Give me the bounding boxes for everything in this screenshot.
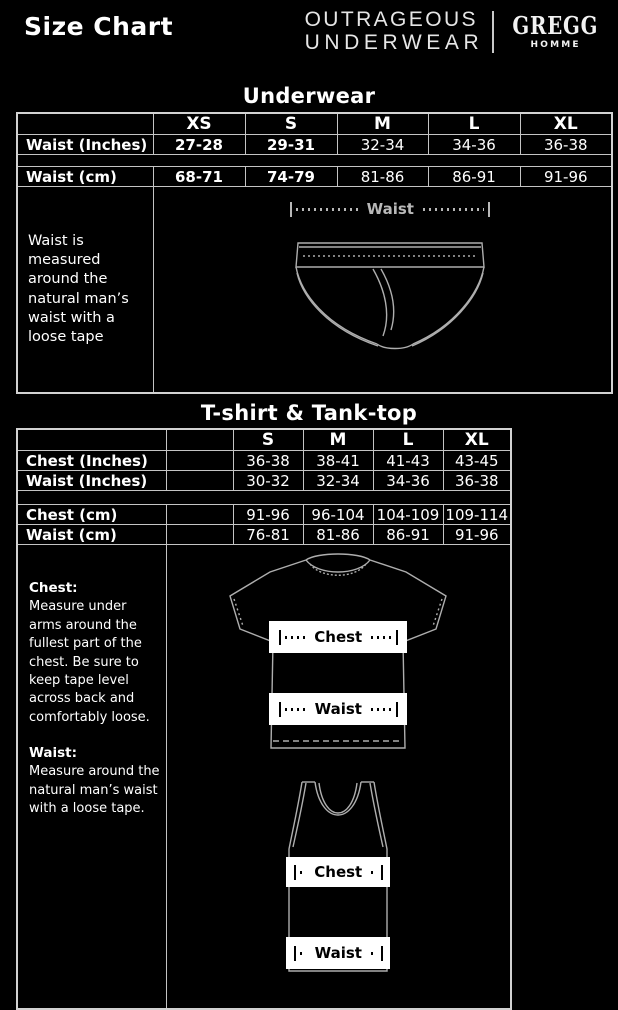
tanktop-diagram [286, 779, 390, 974]
table-row-waist-inches [17, 135, 612, 155]
brand-line-1: OUTRAGEOUS [304, 8, 478, 31]
measure-dots [296, 208, 357, 211]
table-row-waist-inches [17, 471, 511, 491]
figure-row [17, 545, 511, 1010]
row-label: Waist (Inches) [17, 135, 153, 155]
table-row-chest-cm [17, 505, 511, 525]
briefs-diagram [154, 187, 612, 356]
size-value: 91-96 [443, 525, 511, 545]
measure-endbar [381, 865, 383, 880]
page-title: Size Chart [24, 12, 174, 41]
size-value: 68-71 [153, 167, 245, 187]
size-value: 74-79 [245, 167, 337, 187]
measure-label: Waist [366, 200, 414, 218]
figure-row [17, 187, 612, 394]
garment-figures-cell [166, 545, 511, 1010]
empty-cell [166, 429, 233, 451]
measure-dots [371, 708, 392, 711]
row-label: Waist (Inches) [17, 471, 166, 491]
chest-measure-line [279, 628, 398, 646]
col-header-xl: XL [520, 113, 612, 135]
size-value: 86-91 [373, 525, 443, 545]
brand-line-2: UNDERWEAR [304, 30, 484, 54]
waist-note-heading: Waist: [29, 745, 78, 762]
measure-label: Waist [314, 700, 362, 718]
size-value: 81-86 [303, 525, 373, 545]
size-value: 36-38 [520, 135, 612, 155]
measure-endbar [290, 202, 292, 217]
empty-cell [166, 471, 233, 491]
chest-note-heading: Chest: [29, 580, 78, 596]
spacer-row [17, 491, 511, 505]
measure-label: Waist [314, 944, 362, 962]
measurement-notes [17, 545, 166, 1010]
page-header [0, 0, 618, 72]
note-gap [29, 727, 161, 744]
brand-divider [492, 11, 494, 53]
waist-measure-line [294, 944, 383, 962]
size-value: 36-38 [443, 471, 511, 491]
measure-dots [371, 871, 377, 874]
col-header-xl: XL [443, 429, 511, 451]
size-value: 109-114 [443, 505, 511, 525]
size-value: 36-38 [233, 451, 303, 471]
empty-cell [166, 505, 233, 525]
row-label: Waist (cm) [17, 525, 166, 545]
col-header-xs: XS [153, 113, 245, 135]
size-value: 29-31 [245, 135, 337, 155]
tanktop-waist-band [286, 937, 390, 969]
size-value: 86-91 [428, 167, 520, 187]
size-value: 27-28 [153, 135, 245, 155]
row-label: Chest (cm) [17, 505, 166, 525]
measure-dots [371, 636, 391, 639]
empty-cell [166, 451, 233, 471]
underwear-section-title: Underwear [242, 84, 376, 108]
table-row-waist-cm [17, 167, 612, 187]
table-header-row [17, 429, 511, 451]
col-header-s: S [245, 113, 337, 135]
measure-dots [371, 952, 377, 955]
size-value: 76-81 [233, 525, 303, 545]
tshirt-section-title: T-shirt & Tank-top [200, 401, 418, 425]
tshirt-waist-band [269, 693, 407, 725]
col-header-l: L [373, 429, 443, 451]
measure-endbar [396, 702, 398, 717]
waist-measure-line [290, 200, 490, 218]
row-label: Waist (cm) [17, 167, 153, 187]
measure-endbar [279, 702, 281, 717]
size-value: 41-43 [373, 451, 443, 471]
row-label: Chest (Inches) [17, 451, 166, 471]
measure-dots [300, 871, 306, 874]
size-value: 38-41 [303, 451, 373, 471]
tshirt-size-table [16, 428, 512, 1010]
size-value: 81-86 [337, 167, 428, 187]
table-row-waist-cm [17, 525, 511, 545]
briefs-outline-icon [295, 238, 485, 356]
table-row-chest-inches [17, 451, 511, 471]
tanktop-chest-band [286, 857, 390, 887]
measure-endbar [396, 630, 398, 645]
size-value: 34-36 [373, 471, 443, 491]
size-value: 104-109 [373, 505, 443, 525]
empty-cell [166, 525, 233, 545]
measure-dots [300, 952, 306, 955]
size-value: 91-96 [520, 167, 612, 187]
size-value: 91-96 [233, 505, 303, 525]
measure-dots [285, 636, 305, 639]
tshirt-chest-band [269, 621, 407, 653]
measure-label: Chest [314, 628, 363, 646]
size-value: 32-34 [337, 135, 428, 155]
spacer-row [17, 155, 612, 167]
measure-label: Chest [314, 863, 363, 881]
underwear-size-table [16, 112, 613, 394]
size-value: 32-34 [303, 471, 373, 491]
corner-cell [17, 429, 166, 451]
measure-endbar [294, 865, 296, 880]
measure-endbar [294, 946, 296, 961]
chest-measure-line [294, 863, 383, 881]
chest-note-body: Measure under arms around the fullest part of the chest. Be sure to keep tape level across back and comfortably loose. [29, 599, 150, 725]
waist-note-body: Measure around the natural man’s waist with a loose tape. [29, 764, 160, 817]
measure-endbar [279, 630, 281, 645]
logo-sub-text: HOMME [530, 39, 581, 50]
col-header-l: L [428, 113, 520, 135]
col-header-m: M [303, 429, 373, 451]
measure-endbar [488, 202, 490, 217]
size-value: 34-36 [428, 135, 520, 155]
measure-dots [423, 208, 484, 211]
waist-measure-line [279, 700, 398, 718]
gregg-homme-logo [503, 10, 612, 50]
measure-dots [285, 708, 306, 711]
size-value: 96-104 [303, 505, 373, 525]
brand-wordmark [305, 9, 484, 54]
tshirt-diagram [225, 551, 451, 753]
brand-lockup [305, 9, 612, 54]
size-value: 30-32 [233, 471, 303, 491]
measure-endbar [381, 946, 383, 961]
corner-cell [17, 113, 153, 135]
briefs-figure-cell [153, 187, 612, 394]
size-value: 43-45 [443, 451, 511, 471]
logo-main-text: GREGG [512, 10, 599, 40]
col-header-s: S [233, 429, 303, 451]
col-header-m: M [337, 113, 428, 135]
measurement-note: Waist is measured around the natural man’s waist with a loose tape [17, 187, 153, 394]
table-header-row [17, 113, 612, 135]
